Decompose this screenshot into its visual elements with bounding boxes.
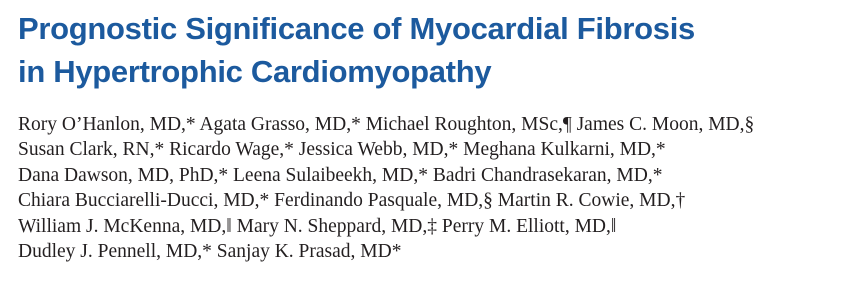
- article-title: [18, 7, 862, 93]
- title-line-2: in Hypertrophic Cardiomyopathy: [18, 54, 492, 89]
- author-line-2: Susan Clark, RN,* Ricardo Wage,* Jessica Webb, MD,* Meghana Kulkarni, MD,*: [18, 139, 666, 161]
- author-line-6: Dudley J. Pennell, MD,* Sanjay K. Prasad, MD*: [18, 241, 402, 263]
- author-list: [18, 112, 862, 264]
- author-line-5: William J. McKenna, MD,‖ Mary N. Sheppard, MD,‡ Perry M. Elliott, MD,‖: [18, 215, 617, 237]
- author-line-4: Chiara Bucciarelli-Ducci, MD,* Ferdinando Pasquale, MD,§ Martin R. Cowie, MD,†: [18, 190, 686, 212]
- title-line-1: Prognostic Significance of Myocardial Fibrosis: [18, 11, 695, 46]
- author-line-3: Dana Dawson, MD, PhD,* Leena Sulaibeekh, MD,* Badri Chandrasekaran, MD,*: [18, 164, 663, 186]
- author-line-1: Rory O’Hanlon, MD,* Agata Grasso, MD,* Michael Roughton, MSc,¶ James C. Moon, MD,§: [18, 114, 755, 135]
